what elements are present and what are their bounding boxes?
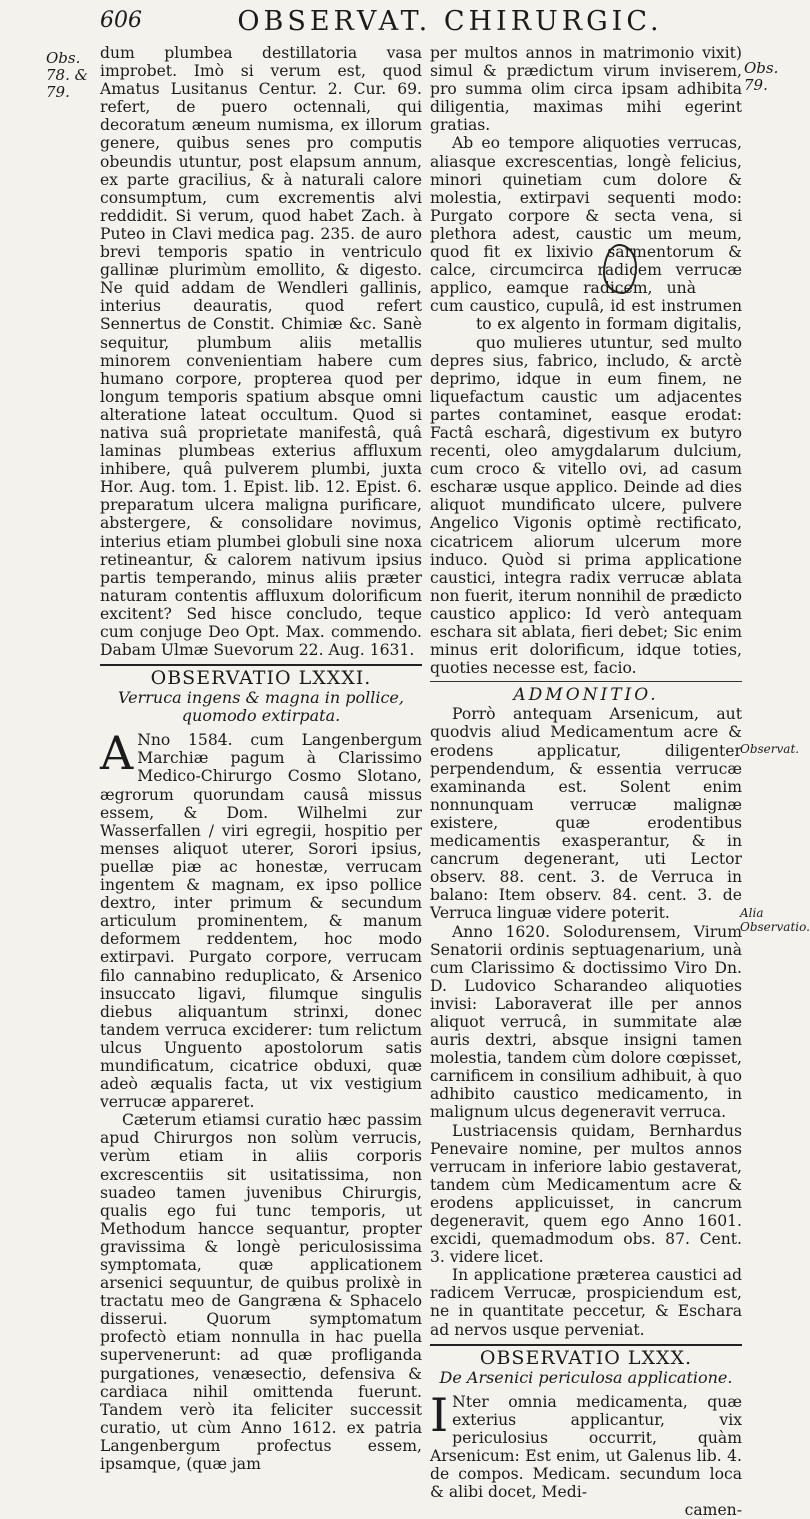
left-paragraph-3: Cæterum etiamsi curatio hæc passim apud Chirurgos non solùm verrucis, verùm etiam in aliis corporis excrescentiis sit usitatissima, non suadeo tamen juvenibus Chirurgis, qualis ego fui tunc temporis, ut Methodum hancce sequantur, propter gravissima & longè periculosissima symptomata, quæ applicationem arsenici sequuntur, de quibus prolixè in tractatu meo de Gangræna & Sphacelo disserui. Quorum symptomatum profectò etiam nonnulla in hac puella supervenerunt: ad quæ profliganda purgationes, venæsectio, defensiva & cardiaca nihil omittenda fuerunt. Tandem verò ita feliciter successit curatio, ut cùm Anno 1612. ex patria Langenbergum profectus essem, ipsamque, (quæ jam <box>100 1111 422 1474</box>
section-rule <box>100 664 422 666</box>
right-paragraph-6: In applicatione præterea caustici ad radicem Verrucæ, prospiciendum est, ne in quantitate peccetur, & Eschara ad nervos usque perveniat. <box>430 1266 742 1339</box>
margin-note-left-top: Obs. 78. & 79. <box>46 49 88 101</box>
catchword: camen- <box>684 1501 742 1519</box>
right-paragraph-3: Porrò antequam Arsenicum, aut quodvis aliud Medicamentum acre & erodens applicatur, diligenter perpendendum, & essentia verrucæ examinanda est. Solent enim nonnunquam verrucæ malignæ existere, quæ erodentibus medicamentis exasperantur, & in cancrum degenerant, uti Lector observ. 88. cent. 3. de Verruca in balano: Item observ. 84. cent. 3. de Verruca linguæ videre poterit. <box>430 705 742 923</box>
right-column <box>430 44 742 1519</box>
admonitio-heading: ADMONITIO. <box>513 685 659 706</box>
right-paragraph-2d: quo mulieres utuntur, sed multo depres <box>430 333 742 370</box>
right-paragraph-2b: cum caustico, cupulâ, id est instrumen <box>430 297 742 316</box>
right-paragraph-1: per multos annos in matrimonio vixit) simul & prædictum virum inviserem, pro summa olim circa ipsam adhibita diligentia, maximas mihi egerint gratias. <box>430 44 742 135</box>
dropcap-a: A <box>100 726 134 781</box>
right-paragraph-2c: to ex algento in formam digitalis, <box>476 315 742 334</box>
right-paragraph-4: Anno 1620. Solodurensem, Virum Senatorii ordinis septuagenarium, unà cum Clarissimo & doctissimo Viro Dn. D. Ludovico Scharandeo aliquoties invisi: Laboraverat ille per annos aliquot verrucâ, in summitate alæ auris dextri, absque insigni tamen molestia, tandem cùm dolore cœpisset, carnificem in consilium adhibuit, à quo adhibito caustico medicamento, in malignum ulcus degeneravit verruca. <box>430 922 742 1122</box>
left-paragraph-1: dum plumbea destillatoria vasa improbet. Imò si verum est, quod Amatus Lusitanus Centur. 2. Cur. 69. refert, de puero octennali, qui decoratum æneum numisma, ex illorum genere, quibus senes pro computis obeundis utuntur, post elapsum annum, ex parte gracilius, & à naturali calore consumptum, cum excrementis alvi reddidit. Si verum, quod habet Zach. à Puteo in Clavi medica pag. 235. de auro brevi temporis spatio in ventriculo gallinæ plurimùm emollito, & digesto. Ne quid addam de Wendleri gallinis, interius deauratis, quod refert Sennertus de Constit. Chimiæ &c. Sanè sequitur, plumbum aliis metallis minorem convenientiam habere cum humano corpore, propterea quod per longum temporis spatium absque omni alteratione lateat occultum. Quod si nativa suâ proprietate manifestâ, quâ laminas plumbeas exterius affluxum inhibere, quâ pulverem plumbi, juxta Hor. Aug. tom. 1. Epist. lib. 12. Epist. 6. preparatum ulcera maligna purificare, abstergere, & consolidare novimus, interius etiam plumbei globuli sine noxa retineantur, & calorem nativum ipsius partis temperando, minus aliis præter naturam contentis affluxum dolorificum excitent? Sed hisce concludo, teque cum conjuge Deo Opt. Max. commendo. Dabam Ulmæ Suevorum 22. Aug. 1631. <box>100 44 422 660</box>
running-title: OBSERVAT. CHIRURGIC. <box>237 6 663 37</box>
right-paragraph-5: Lustriacensis quidam, Bernhardus Penevaire nomine, per multos annos verrucam in inferiore labio gestaverat, tandem cùm Medicamentum acre & erodens applicuisset, in cancrum degeneravit, quem ego Anno 1601. excidi, quemadmodum obs. 87. Cent. 3. videre licet. <box>430 1121 742 1267</box>
observation-subtitle-81: Verruca ingens & magna in pollice, quomodo extirpata. <box>118 688 404 726</box>
margin-note-alia-observatio: Alia Observatio. <box>740 906 810 934</box>
right-paragraph-2e: sius, fabrico, includo, & arctè deprimo, idque in eum finem, ne liquefactum caustic um adjacentes partes contaminet, easque erodat: Factâ escharâ, digestivum ex butyro recenti, oleo amygdalarum dulcium, cum croco & vitello ovi, ad casum escharæ usque applico. Deinde ad dies aliquot mundificato ulcere, pulvere Angelico Vigonis optimè rectificato, cicatricem aliorum ulcerum more induco. Quòd si prima applicatione caustici, integra radix verrucæ ablata non fuerit, iterum nonnihil de prædicto caustico applico: Id verò antequam eschara sit ablata, fieri debet; Sic enim minus erit dolorificum, idque toties, quoties necesse est, facio. <box>430 351 742 678</box>
admonitio-rule <box>430 681 742 682</box>
instrument-illustration <box>603 244 637 294</box>
left-column <box>100 44 422 1473</box>
section-rule-right <box>430 1344 742 1346</box>
page-number: 606 <box>100 8 142 33</box>
dropcap-i: I <box>430 1387 449 1442</box>
observation-title-80: OBSERVATIO LXXX. <box>479 1346 693 1369</box>
right-paragraph-7: Nter omnia medicamenta, quæ exterius applicantur, vix periculosius occurrit, quàm Arsenicum: Est enim, ut Galenus lib. 4. de compos. Medicam. secundum loca & alibi docet, Medi- <box>430 1392 742 1502</box>
page-header <box>100 4 760 40</box>
observation-subtitle-80: De Arsenici periculosa applicatione. <box>439 1367 733 1387</box>
margin-note-right-top: Obs. 79. <box>744 59 779 94</box>
left-paragraph-2: Nno 1584. cum Langenbergum Marchiæ pagum à Clarissimo Medico-Chirurgo Cosmo Slotano, ægrorum quorundam causâ missus essem, & Dom. Wilhelmi zur Wasserfallen / viri egregii, hospitio per menses aliquot uterer, Sorori ipsius, puellæ piæ ac honestæ, verrucam ingentem & magnam, ex ipso pollice dextro, inter primum & secundum articulum prominentem, & manum deformem reddentem, hoc modo extirpavi. Purgato corpore, verrucam filo cannabino reduplicato, & Arsenico insuccato ligavi, filumque singulis diebus aliquantum strinxi, donec tandem verruca exciderer: tum relictum ulcus Unguento apostolorum satis mundificatum, cicatrice obduxi, quæ adeò æqualis facta, ut vix vestigium verrucæ appareret. <box>100 731 422 1112</box>
margin-note-observat: Observat. <box>740 742 800 756</box>
right-paragraph-2a: Ab eo tempore aliquoties verrucas, aliasque excrescentias, longè felicius, minori quinetiam cum dolore & molestia, extirpavi sequenti modo: Purgato corpore & secta vena, si plethora adest, caustic um meum, quod fit ex lixivio sarmentorum & calce, circumcirca radicem verrucæ applico, eamque radicem, unà <box>430 134 742 298</box>
observation-title-81: OBSERVATIO LXXXI. <box>150 667 372 690</box>
